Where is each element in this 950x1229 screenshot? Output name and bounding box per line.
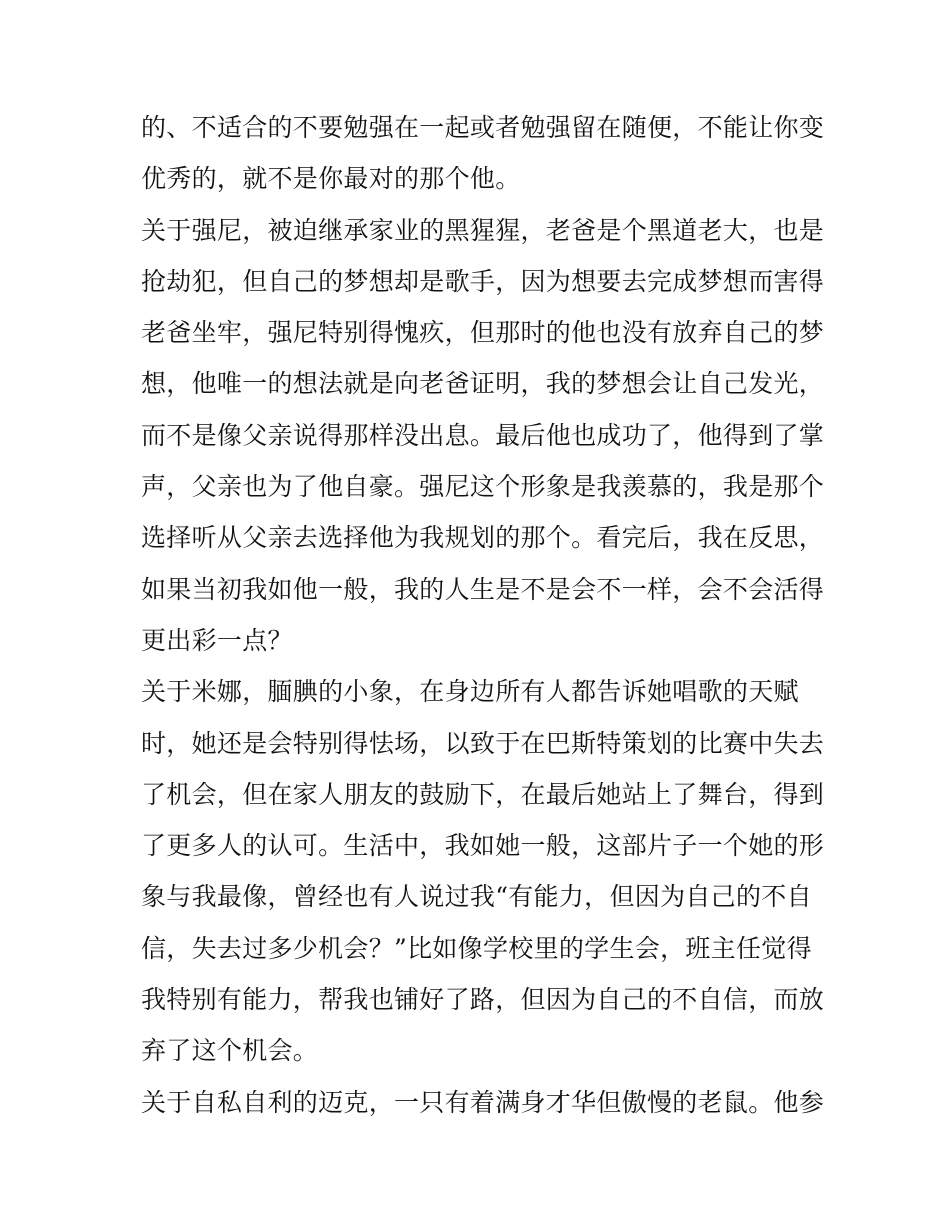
text-line: 时，她还是会特别得怯场，以致于在巴斯特策划的比赛中失去 <box>141 728 825 758</box>
text-line: 想，他唯一的想法就是向老爸证明，我的梦想会让自己发光， <box>141 369 825 399</box>
text-line: 的、不适合的不要勉强在一起或者勉强留在随便，不能让你变 <box>141 113 825 142</box>
body-text <box>141 102 825 1128</box>
text-line: 信，失去过多少机会？”比如像学校里的学生会，班主任觉得 <box>141 933 812 963</box>
text-line: 关于强尼，被迫继承家业的黑猩猩，老爸是个黑道老大，也是 <box>141 215 825 245</box>
text-line: 关于米娜，腼腆的小象，在身边所有人都告诉她唱歌的天赋 <box>141 677 799 707</box>
text-line: 抢劫犯，但自己的梦想却是歌手，因为想要去完成梦想而害得 <box>141 266 825 296</box>
text-line: 声，父亲也为了他自豪。强尼这个形象是我羡慕的，我是那个 <box>141 472 825 502</box>
text-line: 我特别有能力，帮我也铺好了路，但因为自己的不自信，而放 <box>141 985 825 1015</box>
text-line: 弃了这个机会。 <box>141 1036 319 1066</box>
text-line: 了机会，但在家人朋友的鼓励下，在最后她站上了舞台，得到 <box>141 779 825 809</box>
text-line: 象与我最像，曾经也有人说过我“有能力，但因为自己的不自 <box>141 882 812 912</box>
text-line: 关于自私自利的迈克，一只有着满身才华但傲慢的老鼠。他参 <box>141 1087 825 1117</box>
text-line: 如果当初我如他一般，我的人生是不是会不一样，会不会活得 <box>141 574 825 604</box>
text-line: 更出彩一点？ <box>141 625 293 655</box>
text-line: 而不是像父亲说得那样没出息。最后他也成功了，他得到了掌 <box>141 420 825 450</box>
text-line: 了更多人的认可。生活中，我如她一般，这部片子一个她的形 <box>141 831 825 861</box>
text-line: 老爸坐牢，强尼特别得愧疚，但那时的他也没有放弃自己的梦 <box>141 318 825 348</box>
text-line: 优秀的，就不是你最对的那个他。 <box>141 164 521 194</box>
text-line: 选择听从父亲去选择他为我规划的那个。看完后，我在反思， <box>141 523 825 553</box>
